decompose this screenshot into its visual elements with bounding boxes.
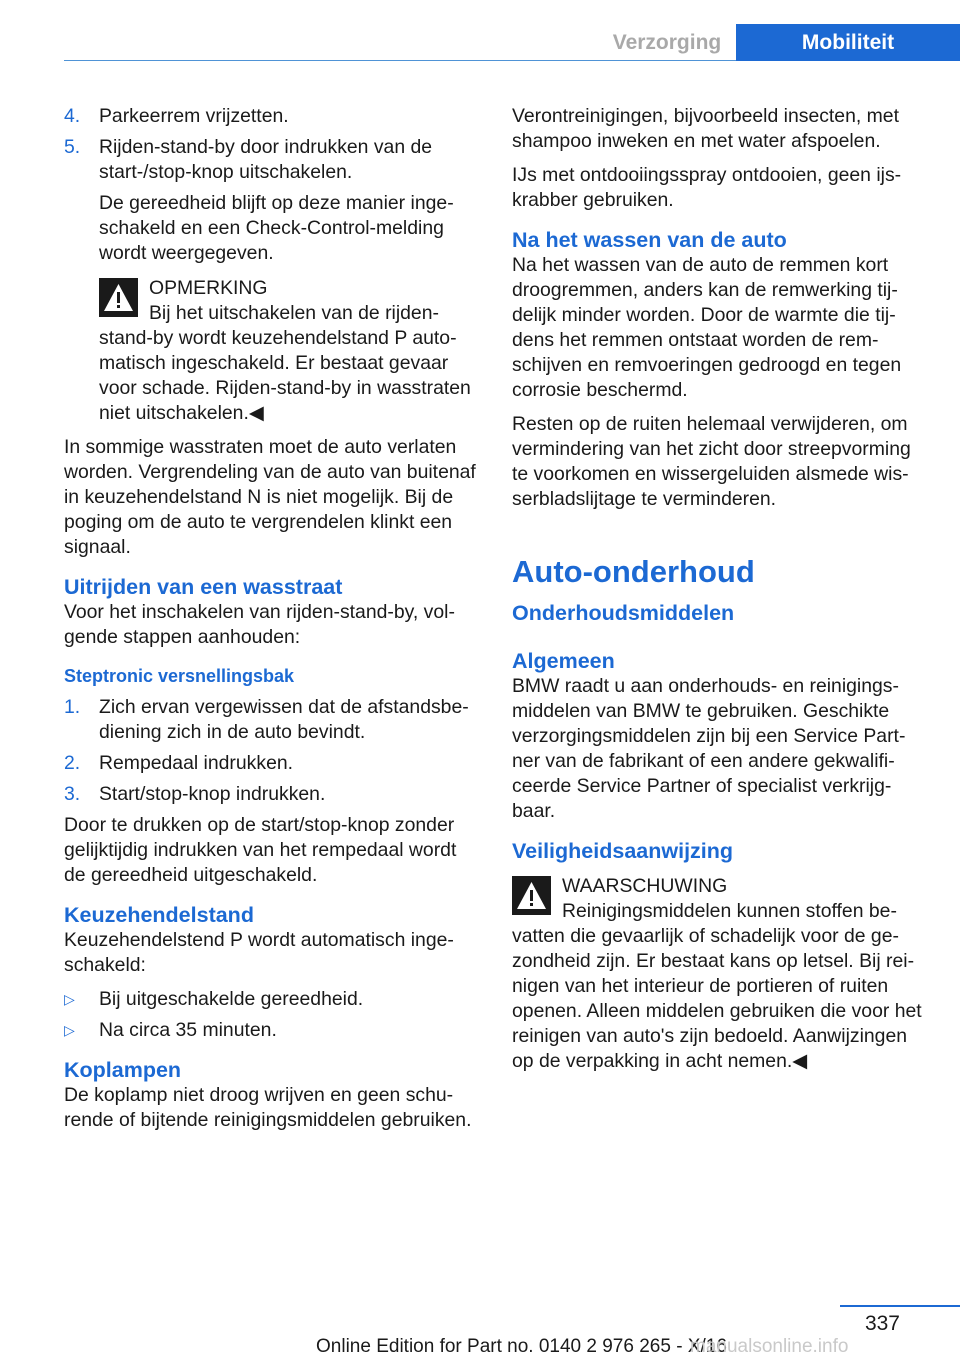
- heading-steptronic: Steptronic versnellingsbak: [64, 666, 295, 686]
- list-subtext: De gereedheid blijft op deze manier ingeschakeld en een Check-Control-melding wordt weergegeven.: [99, 192, 454, 264]
- paragraph: IJs met ontdooiingsspray ontdooien, geen ijskrabber gebruiken.: [512, 164, 902, 211]
- edition-text: Online Edition for Part no. 0140 2 976 265 - X/16: [316, 1336, 727, 1357]
- bullet-text: Na circa 35 minuten.: [99, 1019, 277, 1041]
- heading-onderhoudsmiddelen: Onderhoudsmiddelen: [512, 601, 735, 625]
- warning-icon: [512, 876, 551, 915]
- note-block: [99, 276, 476, 426]
- list-text: Zich ervan vergewissen dat de afstandsbediening zich in de auto bevindt.: [99, 696, 469, 743]
- paragraph: Keuzehendelstend P wordt automatisch ingeschakeld:: [64, 929, 454, 976]
- heading-keuzehendelstand: Keuzehendelstand: [64, 903, 254, 927]
- list-item: [64, 135, 476, 426]
- heading-algemeen: Algemeen: [512, 649, 615, 673]
- watermark: manualsonline.info: [690, 1336, 849, 1357]
- list-text: Parkeerrem vrijzetten.: [99, 105, 289, 127]
- heading-auto-onderhoud: Auto-onderhoud: [512, 554, 755, 589]
- list-text: Start/stop-knop indrukken.: [99, 783, 326, 805]
- list-number: 2.: [64, 752, 81, 774]
- paragraph: De koplamp niet droog wrijven en geen schurende of bijtende reinigingsmiddelen gebruiken.: [64, 1084, 472, 1131]
- list-item: [64, 104, 476, 129]
- list-text: Rijden-stand-by door indrukken van de start-/stop-knop uitschakelen.: [99, 136, 433, 183]
- tab-mobiliteit[interactable]: Mobiliteit: [736, 24, 960, 61]
- tab-verzorging[interactable]: Verzorging: [612, 31, 722, 54]
- bullet-triangle-icon: ▷: [64, 1022, 75, 1038]
- paragraph: Voor het inschakelen van rijden-stand-by, volgende stappen aanhouden:: [64, 601, 455, 648]
- heading-na-het-wassen: Na het wassen van de auto: [512, 228, 787, 252]
- list-number: 5.: [64, 136, 81, 158]
- right-column: [512, 104, 924, 1074]
- note-text: Bij het uitschakelen van de rijden-stand-by wordt keuzehendelstand P automatisch ingeschakeld. Er bestaat gevaar voor schade. Rijden-stand-by in wasstraten niet uitschakelen.◀: [99, 302, 471, 424]
- bullet-text: Bij uitgeschakelde gereedheid.: [99, 988, 364, 1010]
- page-number: 337: [864, 1312, 900, 1335]
- note-title: OPMERKING: [149, 277, 268, 299]
- paragraph: Door te drukken op de start/stop-knop zonder gelijktijdig indrukken van het rempedaal wordt de gereedheid uitgeschakeld.: [64, 814, 457, 886]
- warning-title: WAARSCHUWING: [562, 875, 728, 897]
- bullet-item: [64, 1018, 476, 1043]
- heading-uitrijden: Uitrijden van een wasstraat: [64, 575, 343, 599]
- bullet-triangle-icon: ▷: [64, 991, 75, 1007]
- warning-text: Reinigingsmiddelen kunnen stoffen bevatten die gevaarlijk of schadelijk voor de gezondheid zijn. Er bestaat kans op letsel. Bij reinigen van het interieur de portieren of ruiten openen. Alleen middelen gebruiken die voor het reinigen van auto's zijn bedoeld. Aanwijzingen op de verpakking in acht nemen.◀: [512, 900, 922, 1072]
- list-item: [64, 751, 476, 776]
- paragraph: Na het wassen van de auto de remmen kort droogremmen, anders kan de remwerking tijdelijk minder worden. Door de warmte die tijdens het remmen ontstaat worden de remschijven en remvoeringen gedroogd en tegen corrosie beschermd.: [512, 254, 902, 401]
- footer-rule: [840, 1305, 960, 1307]
- warning-icon: [99, 278, 138, 317]
- list-number: 1.: [64, 696, 81, 718]
- list-number: 3.: [64, 783, 81, 805]
- list-number: 4.: [64, 105, 81, 127]
- list-text: Rempedaal indrukken.: [99, 752, 294, 774]
- list-item: [64, 782, 476, 807]
- heading-veiligheidsaanwijzing: Veiligheidsaanwijzing: [512, 839, 734, 863]
- heading-koplampen: Koplampen: [64, 1058, 182, 1082]
- paragraph: BMW raadt u aan onderhouds- en reinigingsmiddelen van BMW te gebruiken. Geschikte verzorgingsmiddelen zijn bij een Service Partner van de fabrikant of een andere gekwalificeerde Service Partner of specialist verkrijgbaar.: [512, 675, 906, 822]
- bullet-item: [64, 987, 476, 1012]
- paragraph: Resten op de ruiten helemaal verwijderen, om vermindering van het zicht door streepvorming te voorkomen en wissergeluiden alsmede wisserbladslijtage te verminderen.: [512, 413, 911, 510]
- paragraph: In sommige wasstraten moet de auto verlaten worden. Vergrendeling van de auto van buitenaf in keuzehendelstand N is niet mogelijk. Bij de poging om de auto te vergrendelen klinkt een signaal.: [64, 436, 476, 558]
- list-item: [64, 695, 476, 745]
- left-column: [64, 104, 476, 1142]
- paragraph: Verontreinigingen, bijvoorbeeld insecten, met shampoo inweken en met water afspoelen.: [512, 105, 899, 152]
- warning-block: [512, 874, 924, 1074]
